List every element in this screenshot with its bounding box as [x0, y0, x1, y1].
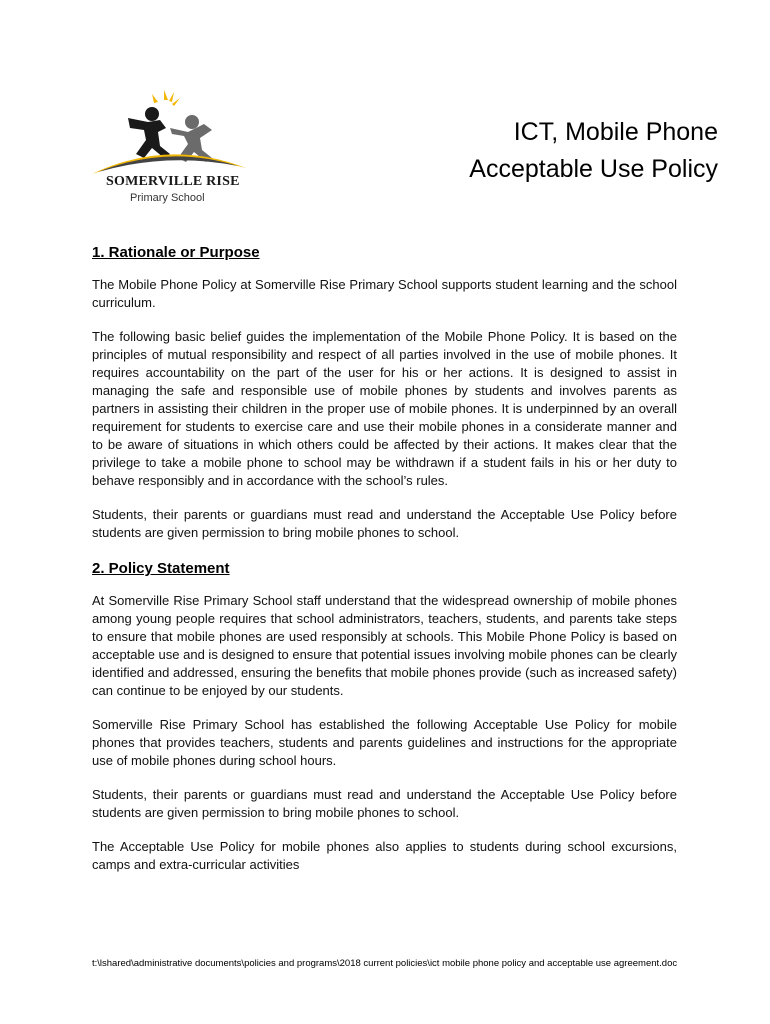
section-rationale — [92, 242, 677, 542]
footer-file-path: t:\lshared\administrative documents\policies and programs\2018 current policies\ict mobile phone policy and acceptable use agreement.doc — [92, 958, 678, 969]
section-heading: 2. Policy Statement — [92, 560, 230, 577]
document-body — [92, 242, 677, 890]
paragraph: The Mobile Phone Policy at Somerville Rise Primary School supports student learning and the school curriculum. — [92, 277, 677, 310]
paragraph: Students, their parents or guardians must read and understand the Acceptable Use Policy before students are given permission to bring mobile phones to school. — [92, 787, 677, 820]
paragraph: Somerville Rise Primary School has established the following Acceptable Use Policy for mobile phones that provides teachers, students and parents guidelines and instructions for the appropriate use of mobile phones during school hours. — [92, 717, 677, 768]
title-line-2: Acceptable Use Policy — [469, 155, 718, 183]
section-policy-statement — [92, 558, 677, 874]
logo-figures-graphic — [88, 88, 250, 178]
paragraph: The following basic belief guides the implementation of the Mobile Phone Policy. It is based on the principles of mutual responsibility and respect of all parties involved in the use of mobile phones. It requires accountability on the part of the user for his or her actions. It is designed to assist in managing the safe and responsible use of mobile phones by students and involves parents as partners in assisting their children in the proper use of mobile phones. It is underpinned by an overall requirement for students to exercise care and use their mobile phones in a considerate manner and to be aware of situations in which others could be affected by their actions. It makes clear that the privilege to take a mobile phone to school may be withdrawn if a student fails in his or her duty to behave responsibly and in accordance with the school’s rules. — [92, 329, 677, 488]
paragraph: Students, their parents or guardians must read and understand the Acceptable Use Policy before students are given permission to bring mobile phones to school. — [92, 507, 677, 540]
section-heading: 1. Rationale or Purpose — [92, 244, 260, 261]
document-title — [469, 114, 718, 188]
title-line-1: ICT, Mobile Phone — [513, 118, 718, 146]
logo-school-name: SOMERVILLE RISE — [106, 174, 240, 189]
paragraph: The Acceptable Use Policy for mobile phones also applies to students during school excursions, camps and extra-curricular activities — [92, 839, 677, 872]
logo-subtitle: Primary School — [130, 192, 205, 204]
school-logo — [88, 88, 250, 208]
paragraph: At Somerville Rise Primary School staff understand that the widespread ownership of mobile phones among young people requires that school administrators, teachers, students, and parents take steps to ensure that mobile phones are used responsibly at schools. This Mobile Phone Policy is based on acceptable use and is designed to ensure that potential issues involving mobile phones can be clearly identified and addressed, ensuring the benefits that mobile phones provide (such as increased safety) can continue to be enjoyed by our students. — [92, 593, 677, 698]
